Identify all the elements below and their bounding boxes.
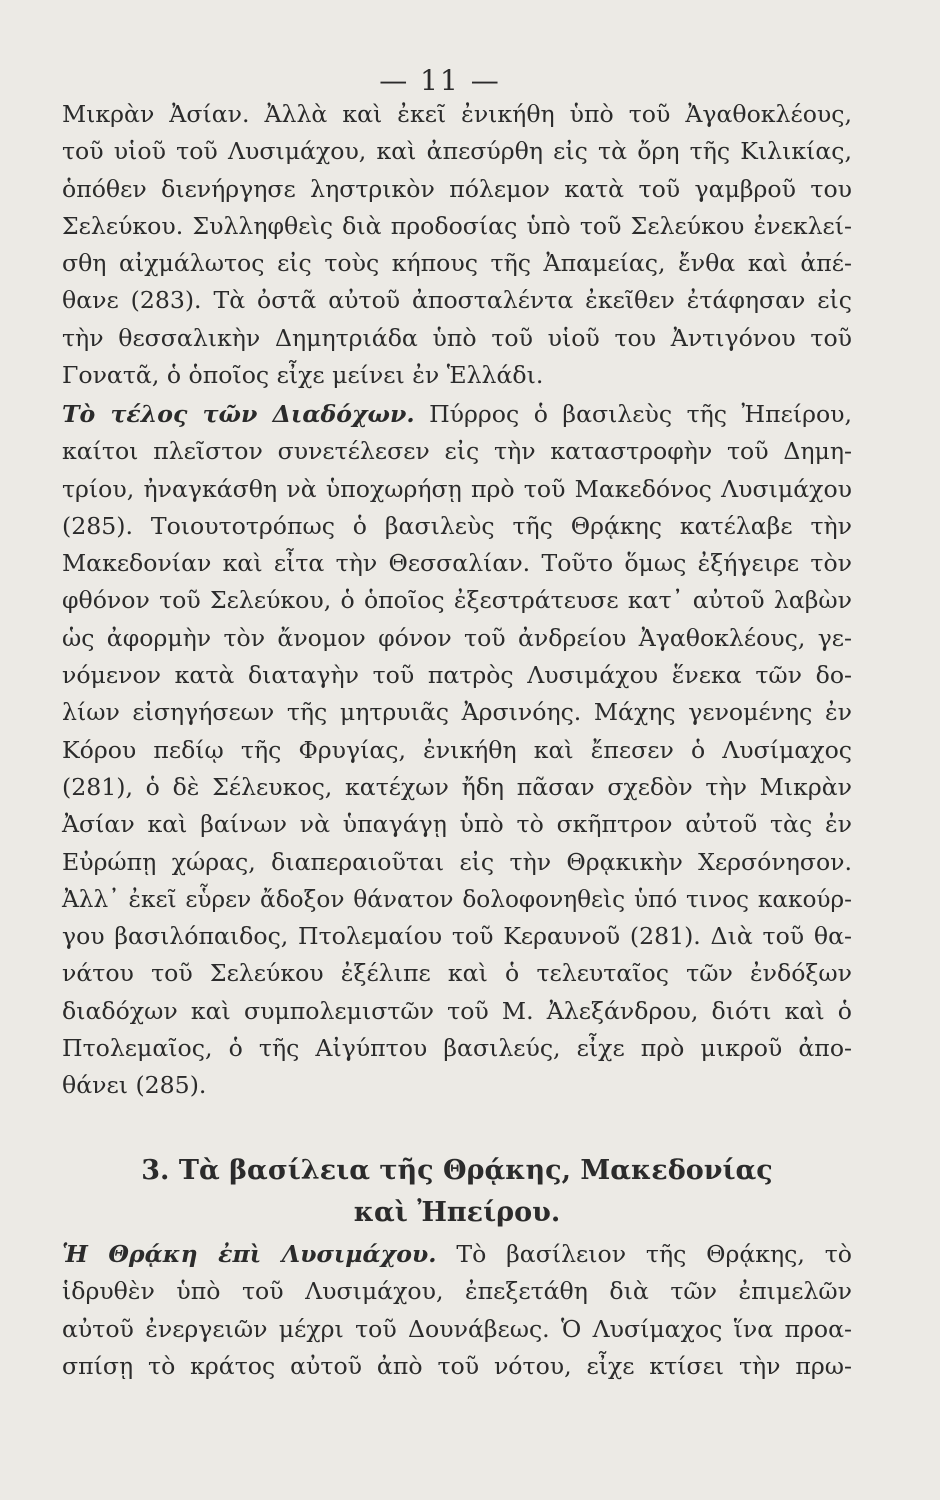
text-line: ἱδρυθὲν ὑπὸ τοῦ Λυσιμάχου, ἐπεξετάθη διὰ τῶν ἐπιμελῶν <box>62 1277 852 1306</box>
paragraph-thrace-lysimachus <box>62 1236 852 1385</box>
paragraph-diadochi-demetrius <box>62 96 852 394</box>
page-number: — 11 — <box>379 64 501 97</box>
text-line-with-heading <box>62 1236 852 1273</box>
text-line: Εὐρώπῃ χώρας, διαπεραιοῦται εἰς τὴν Θρᾳκικὴν Χερσόνησον. <box>62 847 852 876</box>
text-line: νάτου τοῦ Σελεύκου ἐξέλιπε καὶ ὁ τελευταῖος τῶν ἐνδόξων <box>62 959 852 988</box>
text-fragment: Πύρρος ὁ βασιλεὺς τῆς Ἠπείρου, <box>429 400 853 428</box>
text-line: θάνει (285). <box>62 1071 207 1100</box>
text-line: Γονατᾶ, ὁ ὁποῖος εἶχε μείνει ἐν Ἑλλάδι. <box>62 361 544 390</box>
text-line-with-heading <box>62 396 852 433</box>
text-fragment: Τὸ βασίλειον τῆς Θρᾴκης, τὸ <box>456 1240 853 1268</box>
text-line: Μακεδονίαν καὶ εἶτα τὴν Θεσσαλίαν. Τοῦτο ὅμως ἐξήγειρε τὸν <box>62 549 852 578</box>
text-line: σθη αἰχμάλωτος εἰς τοὺς κήπους τῆς Ἀπαμείας, ἔνθα καὶ ἀπέ- <box>62 249 852 278</box>
text-line: Ἀλλ᾽ ἐκεῖ εὗρεν ἄδοξον θάνατον δολοφονηθεὶς ὑπό τινος κακούρ- <box>62 885 852 913</box>
text-line: ὁπόθεν διενήργησε ληστρικὸν πόλεμον κατὰ τοῦ γαμβροῦ του <box>62 174 852 203</box>
paragraph-end-of-diadochi <box>62 396 852 1105</box>
text-line: τρίου, ἠναγκάσθη νὰ ὑποχωρήσῃ πρὸ τοῦ Μακεδόνος Λυσιμάχου <box>62 474 852 503</box>
text-line: αὐτοῦ ἐνεργειῶν μέχρι τοῦ Δουνάβεως. Ὁ Λυσίμαχος ἵνα προα- <box>62 1314 852 1343</box>
text-line: Μικρὰν Ἀσίαν. Ἀλλὰ καὶ ἐκεῖ ἐνικήθη ὑπὸ τοῦ Ἀγαθοκλέους, <box>62 100 852 128</box>
text-line: νόμενον κατὰ διαταγὴν τοῦ πατρὸς Λυσιμάχου ἕνεκα τῶν δο- <box>62 661 852 690</box>
inline-heading: Τὸ τέλος τῶν Διαδόχων. <box>62 400 415 428</box>
text-line: λίων εἰσηγήσεων τῆς μητρυιᾶς Ἀρσινόης. Μάχης γενομένης ἐν <box>62 698 852 727</box>
section-heading-line: 3. Τὰ βασίλεια τῆς Θρᾴκης, Μακεδονίας <box>141 1155 773 1186</box>
text-line: διαδόχων καὶ συμπολεμιστῶν τοῦ Μ. Ἀλεξάνδρου, διότι καὶ ὁ <box>62 996 852 1025</box>
text-line: Πτολεμαῖος, ὁ τῆς Αἰγύπτου βασιλεύς, εἶχε πρὸ μικροῦ ἀπο- <box>62 1034 852 1063</box>
section-heading <box>62 1150 852 1234</box>
text-line: ὡς ἀφορμὴν τὸν ἄνομον φόνον τοῦ ἀνδρείου Ἀγαθοκλέους, γε- <box>62 623 852 652</box>
text-line: τοῦ υἱοῦ τοῦ Λυσιμάχου, καὶ ἀπεσύρθη εἰς τὰ ὄρη τῆς Κιλικίας, <box>62 137 852 166</box>
text-line: (285). Τοιουτοτρόπως ὁ βασιλεὺς τῆς Θρᾴκης κατέλαβε τὴν <box>62 511 852 540</box>
text-line: σπίσῃ τὸ κράτος αὐτοῦ ἀπὸ τοῦ νότου, εἶχε κτίσει τὴν πρω- <box>62 1351 852 1380</box>
text-line: Ἀσίαν καὶ βαίνων νὰ ὑπαγάγῃ ὑπὸ τὸ σκῆπτρον αὐτοῦ τὰς ἐν <box>62 810 852 839</box>
inline-heading: Ἡ Θρᾴκη ἐπὶ Λυσιμάχου. <box>62 1240 437 1268</box>
section-heading-line: καὶ Ἠπείρου. <box>353 1197 561 1228</box>
text-line: τὴν θεσσαλικὴν Δημητριάδα ὑπὸ τοῦ υἱοῦ του Ἀντιγόνου τοῦ <box>62 323 852 352</box>
text-line: γου βασιλόπαιδος, Πτολεμαίου τοῦ Κεραυνοῦ (281). Διὰ τοῦ θα- <box>62 922 852 951</box>
text-line: (281), ὁ δὲ Σέλευκος, κατέχων ἤδη πᾶσαν σχεδὸν τὴν Μικρὰν <box>62 772 852 801</box>
text-line: Σελεύκου. Συλληφθεὶς διὰ προδοσίας ὑπὸ τοῦ Σελεύκου ἐνεκλεί- <box>62 211 852 240</box>
text-line: καίτοι πλεῖστον συνετέλεσεν εἰς τὴν καταστροφὴν τοῦ Δημη- <box>62 437 852 466</box>
text-line: θανε (283). Τὰ ὀστᾶ αὐτοῦ ἀποσταλέντα ἐκεῖθεν ἐτάφησαν εἰς <box>62 286 852 315</box>
text-line: Κόρου πεδίῳ τῆς Φρυγίας, ἐνικήθη καὶ ἔπεσεν ὁ Λυσίμαχος <box>62 735 852 764</box>
text-line: φθόνον τοῦ Σελεύκου, ὁ ὁποῖος ἐξεστράτευσε κατ᾽ αὐτοῦ λαβὼν <box>62 586 852 615</box>
